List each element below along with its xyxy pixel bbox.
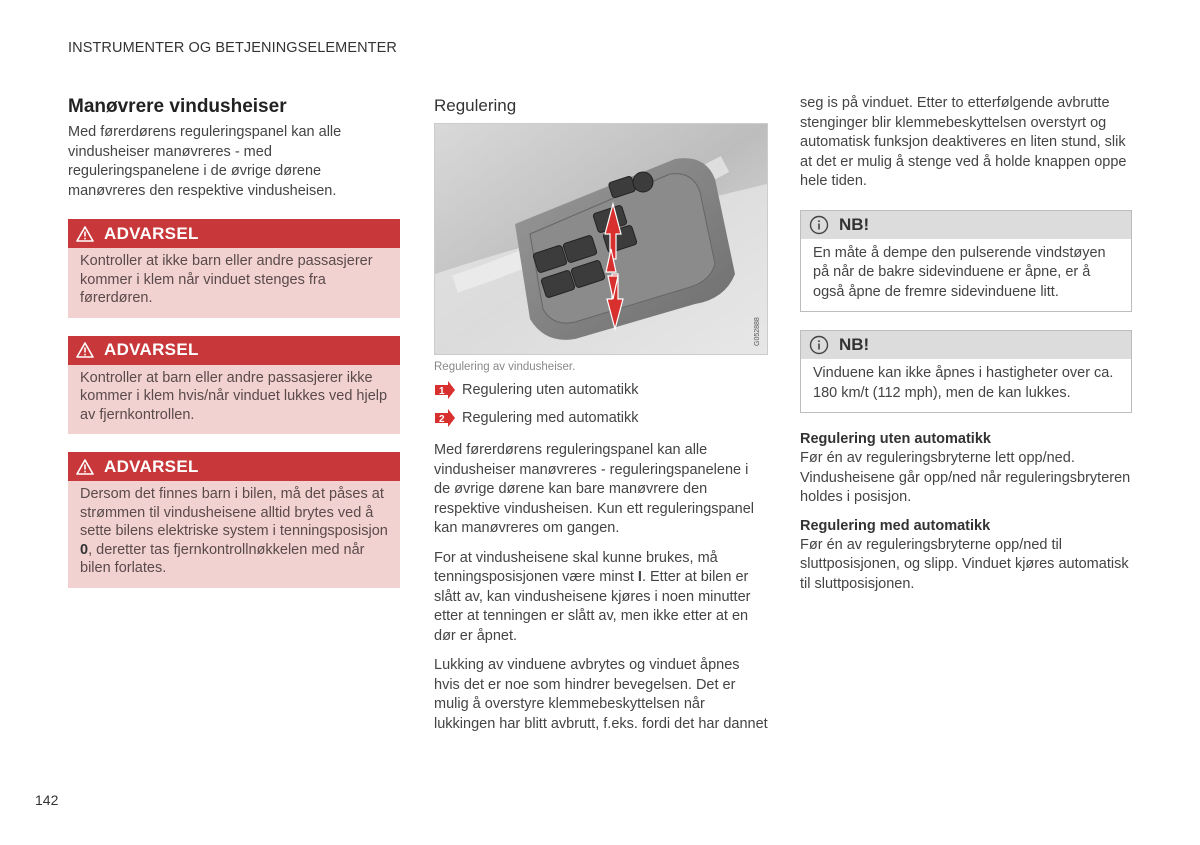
column-middle [434, 94, 768, 734]
body-text-part: For at vindusheisene skal kunne brukes, må tenningsposisjonen være minst [434, 549, 718, 585]
note-title: NB! [839, 214, 870, 234]
continued-paragraph: seg is på vinduet. Etter to etterfølgende avbrutte stenginger blir klemmebeskyttelsen overstyrt og automatisk funksjon deaktiveres en liten stund, slik at det er mulig å stenge ved å holde knappen oppe hele tiden. [800, 95, 1127, 189]
window-switch-illustration [434, 123, 768, 355]
callout-number: 2 [439, 414, 445, 425]
info-icon [809, 335, 829, 355]
warning-box-2 [68, 336, 400, 435]
warning-text: Kontroller at ikke barn eller andre passasjerer kommer i klem når vinduet stenges fra førerdøren. [68, 248, 400, 318]
body-paragraph: Med førerdørens reguleringspanel kan alle vindusheiser manøvreres - reguleringspanelene i de øvrige dørene kan bare manøvrere den respektive vindusheisen. Kun ett reguleringspanel kan manøvreres om gangen. [434, 442, 755, 536]
body-paragraph: Før én av reguleringsbryterne opp/ned til sluttposisjonen, og slipp. Vinduet kjøres automatisk til sluttposisjonen. [800, 536, 1129, 592]
callout-marker-2-icon [434, 407, 456, 429]
body-text-part: . Etter at bilen er slått av, kan vindusheisene kjøres i noen minutter etter at tenningen er slått av, men ikke etter at en dør er åpnet. [434, 569, 751, 644]
column-left [68, 94, 400, 588]
warning-text: Kontroller at barn eller andre passasjerer ikke kommer i klem hvis/når vinduet lukkes ved hjelp av fjernkontrollen. [68, 365, 400, 435]
body-paragraph: Før én av reguleringsbryterne lett opp/ned. Vindusheisene går opp/ned når reguleringsbryteren holdes i posisjon. [800, 450, 1131, 505]
column-right [800, 94, 1132, 594]
callout-marker-1-icon [434, 379, 456, 401]
warning-header [68, 336, 400, 365]
info-icon [809, 215, 829, 235]
ignition-position-value: I [637, 569, 642, 585]
body-paragraph: Lukking av vinduene avbrytes og vinduet åpnes hvis det er noe som hindrer bevegelsen. Det er mulig å overstyre klemmebeskyttelsen når lukkingen har blitt avbrutt, f.eks. fordi det har dannet [434, 657, 768, 732]
note-box-2 [800, 330, 1132, 413]
warning-text-part: Dersom det finnes barn i bilen, må det påses at strømmen til vindusheisene alltid brytes ved å sette bilens elektriske system i tenningsposisjon [80, 486, 388, 539]
warning-header [68, 219, 400, 248]
figure-caption: Regulering av vindusheiser. [434, 361, 576, 373]
note-header [801, 331, 1131, 359]
warning-box-3 [68, 452, 400, 588]
legend-item-1 [434, 379, 768, 401]
warning-title: ADVARSEL [104, 223, 199, 243]
subheading-manual: Regulering uten automatikk [800, 431, 991, 447]
running-header: INSTRUMENTER OG BETJENINGSELEMENTER [68, 40, 397, 56]
body-paragraph [434, 549, 768, 647]
warning-triangle-icon [76, 342, 94, 358]
note-title: NB! [839, 335, 870, 354]
note-text: Vinduene kan ikke åpnes i hastigheter over ca. 180 km/t (112 mph), men de kan lukkes. [813, 365, 1114, 401]
warning-text-part: , deretter tas fjernkontrollnøkkelen med når bilen forlates. [80, 541, 365, 576]
subheading-automatic: Regulering med automatikk [800, 517, 991, 534]
door-panel-image [435, 124, 767, 354]
callout-number: 1 [439, 386, 445, 397]
warning-box-1 [68, 219, 400, 318]
note-text: En måte å dempe den pulserende vindstøyen på når de bakre sidevinduene er åpne, er å også åpne de fremre sidevinduene litt. [813, 244, 1106, 300]
note-box-1 [800, 210, 1132, 313]
section-heading: Manøvrere vindusheiser [68, 96, 287, 117]
warning-header [68, 452, 400, 481]
ignition-position-value: 0 [80, 541, 89, 558]
warning-title: ADVARSEL [104, 456, 199, 476]
figure-code: G052888 [754, 317, 761, 346]
page-number: 142 [35, 792, 59, 808]
warning-triangle-icon [76, 459, 94, 475]
warning-triangle-icon [76, 226, 94, 242]
section-heading: Regulering [434, 96, 517, 115]
note-header [801, 211, 1131, 239]
legend-label: Regulering uten automatikk [462, 382, 639, 398]
warning-text [68, 481, 400, 588]
legend-item-2 [434, 407, 768, 429]
intro-paragraph: Med førerdørens reguleringspanel kan alle vindusheiser manøvreres - med reguleringspanelene i de øvrige dørene manøvreres den respektive vindusheisen. [68, 124, 342, 199]
warning-title: ADVARSEL [104, 340, 199, 359]
legend-label: Regulering med automatikk [462, 410, 639, 426]
